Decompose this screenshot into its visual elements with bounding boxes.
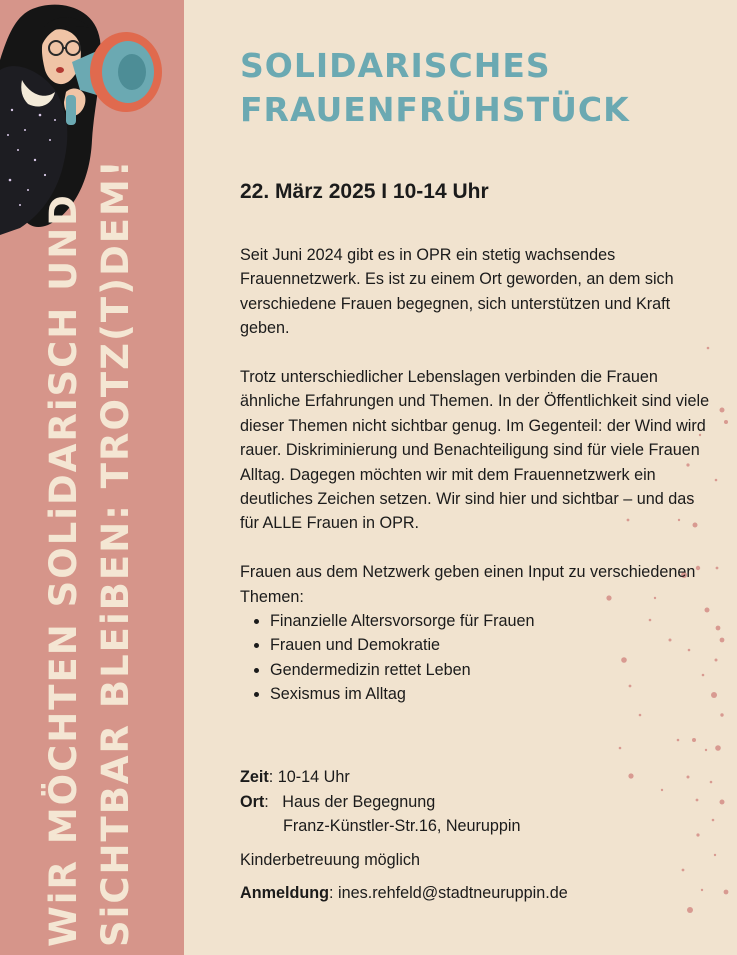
paragraph-intro: Seit Juni 2024 gibt es in OPR ein stetig wachsendes Frauennetzwerk. Es ist zu einem Ort geworden, an dem sich verschiedene Frauen begegnen, sich unterstützen und Kraft geben.: [240, 246, 674, 338]
time-label: Zeit: [240, 768, 269, 786]
paragraph-topics-intro: Frauen aus dem Netzwerk geben einen Input zu verschiedenen Themen:: [240, 563, 696, 606]
place-address: Franz-Künstler-Str.16, Neuruppin: [283, 817, 521, 835]
time-value: : 10-14 Uhr: [268, 768, 350, 786]
page-title: [240, 44, 630, 132]
registration-row: [240, 881, 710, 906]
event-date: 22. März 2025 I 10-14 Uhr: [240, 180, 489, 203]
time-row: [240, 765, 710, 790]
place-row: [240, 790, 710, 815]
sidebar: [0, 0, 184, 955]
list-item: • Frauen und Demokratie: [270, 633, 710, 657]
place-value: : Haus der Begegnung: [264, 792, 436, 811]
main-content: [240, 243, 710, 707]
registration-label: Anmeldung: [240, 884, 330, 902]
sidebar-slogan: [0, 0, 184, 955]
childcare-note: Kinderbetreuung möglich: [240, 850, 420, 869]
list-item: • Finanzielle Altersvorsorge für Frauen: [270, 609, 710, 633]
sidebar-slogan-line2: SiCHTBAR BLEiBEN: TROTZ(T)DEM!: [94, 158, 137, 947]
place-label: Ort: [240, 792, 265, 811]
topics-list: [240, 609, 710, 707]
event-info: [240, 765, 710, 906]
title-line-1: SOLIDARISCHES: [240, 46, 551, 85]
registration-email[interactable]: : ines.rehfeld@stadtneuruppin.de: [329, 884, 568, 902]
title-line-2: FRAUENFRÜHSTÜCK: [240, 90, 630, 129]
paragraph-context: Trotz unterschiedlicher Lebenslagen verbinden die Frauen ähnliche Erfahrungen und Themen. In der Öffentlichkeit sind viele dieser Themen nicht sichtbar genug. Im Gegenteil: der Wind wird rauer. Diskriminierung und Benachteiligung sind für viele Frauen Alltag. Dagegen möchten wir mit dem Frauennetzwerk ein deutliches Zeichen setzen. Wir sind hier und sichtbar – und das für ALLE Frauen in OPR.: [240, 368, 710, 533]
list-item: • Sexismus im Alltag: [270, 682, 710, 706]
list-item: • Gendermedizin rettet Leben: [270, 658, 710, 682]
sidebar-slogan-line1: WiR MÖCHTEN SOLiDARiSCH UND: [42, 193, 85, 947]
